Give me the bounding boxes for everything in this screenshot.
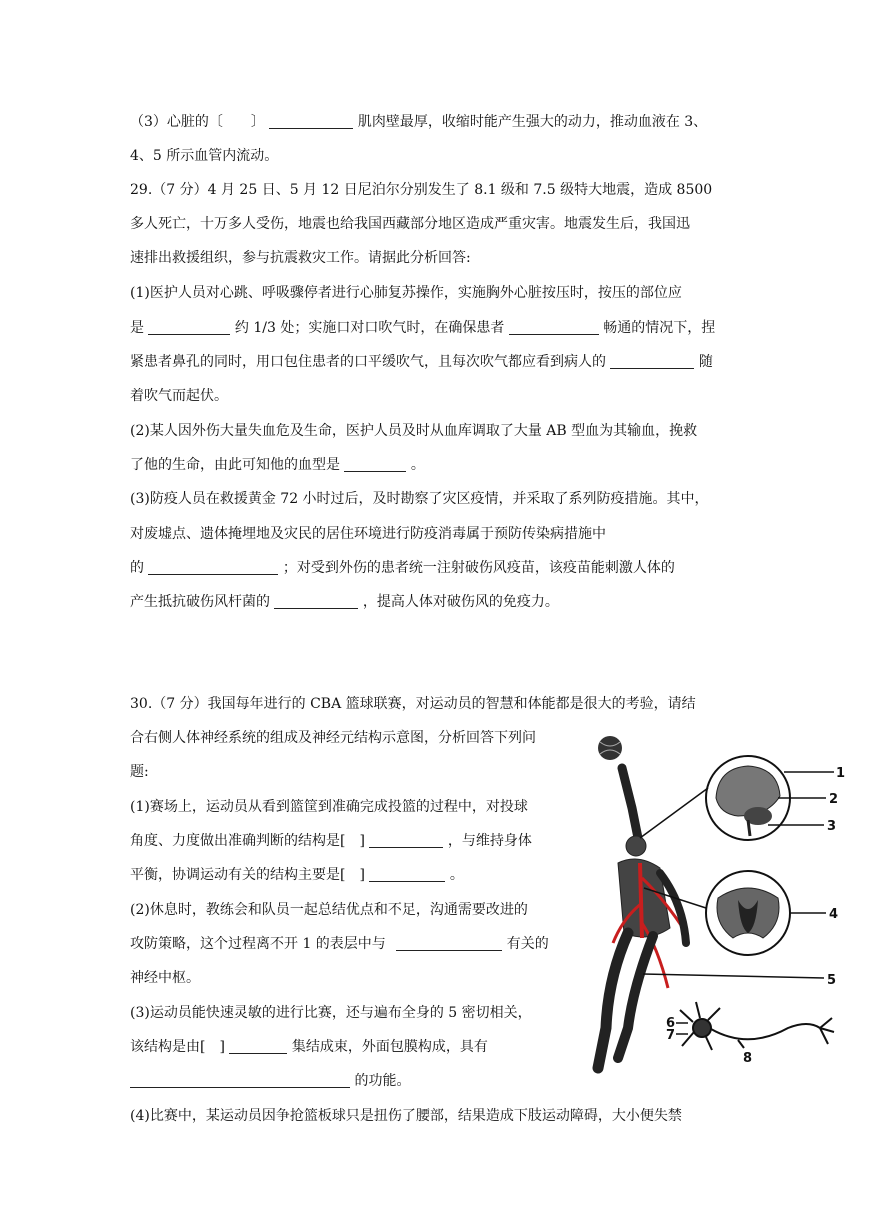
answer-blank[interactable] [509, 320, 599, 335]
q29-p3-line4 [130, 592, 559, 612]
q30-p3-line1: (3)运动员能快速灵敏的进行比赛，还与遍布全身的 5 密切相关， [130, 1005, 532, 1021]
q30-p1-line1: (1)赛场上，运动员从看到篮筐到准确完成投篮的过程中，对投球 [130, 799, 528, 815]
answer-blank[interactable] [369, 833, 443, 848]
label-8: 8 [743, 1051, 753, 1066]
q29-p3-line2: 对废墟点、遗体掩埋地及灾民的居住环境进行防疫消毒属于预防传染病措施中 [130, 526, 606, 542]
q29-stem-line2: 多人死亡，十万多人受伤，地震也给我国西藏部分地区造成严重灾害。地震发生后，我国迅 [130, 216, 690, 232]
text: 有关的 [506, 936, 549, 952]
label-7: 7 [666, 1028, 676, 1043]
q30-p3-line2 [130, 1037, 488, 1057]
q29-p3-line1: (3)防疫人员在救援黄金 72 小时过后，及时勘察了灾区疫情，并采取了系列防疫措施。其中， [130, 491, 709, 507]
neuron-diagram [680, 1002, 834, 1050]
answer-blank[interactable] [148, 560, 278, 575]
q30-stem-line3: 题: [130, 764, 149, 780]
text: 畅通的情况下，捏 [603, 320, 716, 336]
q28-3-line2: 4、5 所示血管内流动。 [130, 148, 279, 164]
q30-stem-line2: 合右侧人体神经系统的组成及神经元结构示意图，分析回答下列问 [130, 730, 536, 746]
answer-blank[interactable] [269, 114, 353, 129]
text: 随 [698, 354, 713, 370]
answer-blank[interactable] [396, 936, 502, 951]
text: 。 [410, 457, 425, 473]
q30-p1-line2 [130, 831, 532, 851]
text: ，提高人体对破伤风的免疫力。 [362, 594, 559, 610]
q29-stem-line1: 29.（7 分）4 月 25 日、5 月 12 日尼泊尔分别发生了 8.1 级和 7.5 级特大地震，造成 8500 [130, 182, 713, 198]
label-1: 1 [836, 766, 846, 781]
q29-p1-line1: (1)医护人员对心跳、呼吸骤停者进行心肺复苏操作，实施胸外心脏按压时，按压的部位应 [130, 285, 682, 301]
text: 的 [130, 560, 144, 576]
basketball-icon [598, 736, 622, 760]
q30-p4-line1: (4)比赛中，某运动员因争抢篮板球只是扭伤了腰部，结果造成下肢运动障碍，大小便失禁 [130, 1108, 682, 1124]
q29-p2-line1: (2)某人因外伤大量失血危及生命，医护人员及时从血库调取了大量 AB 型血为其输血，挽救 [130, 423, 698, 439]
q30-p1-line3 [130, 865, 464, 885]
label-2: 2 [829, 792, 839, 807]
text: 了他的生命，由此可知他的血型是 [130, 457, 340, 473]
label-5: 5 [827, 973, 837, 988]
answer-blank[interactable] [369, 867, 445, 882]
text: 肌肉壁最厚，收缩时能产生强大的动力，推动血液在 3、 [357, 114, 708, 130]
q29-p1-line3 [130, 352, 713, 372]
q30-p2-line1: (2)休息时，教练会和队员一起总结优点和不足，沟通需要改进的 [130, 902, 528, 918]
answer-blank[interactable] [610, 354, 694, 369]
text: 平衡，协调运动有关的结构主要是[ ] [130, 867, 365, 883]
label-3: 3 [827, 819, 837, 834]
q29-p2-line2 [130, 455, 425, 475]
text: 集结成束，外面包膜构成，具有 [291, 1039, 488, 1055]
answer-blank[interactable] [148, 320, 230, 335]
answer-blank[interactable] [274, 594, 358, 609]
q30-stem-line1: 30.（7 分）我国每年进行的 CBA 篮球联赛，对运动员的智慧和体能都是很大的考验，请结 [130, 696, 696, 712]
text: 攻防策略，这个过程离不开 1 的表层中与 [130, 936, 386, 952]
text: 该结构是由[ ] [130, 1039, 225, 1055]
text: 是 [130, 320, 144, 336]
text: ；对受到外伤的患者统一注射破伤风疫苗，该疫苗能刺激人体的 [282, 560, 675, 576]
q30-p3-line3 [130, 1071, 410, 1091]
text: ，与维持身体 [447, 833, 532, 849]
q30-p2-line2 [130, 934, 549, 954]
q29-p3-line3 [130, 558, 675, 578]
text: 的功能。 [354, 1073, 411, 1089]
q29-p1-line2 [130, 318, 715, 338]
answer-blank[interactable] [344, 457, 406, 472]
nervous-system-figure [588, 728, 848, 1078]
answer-blank[interactable] [229, 1039, 287, 1054]
brain-diagram [640, 756, 790, 840]
text: 。 [449, 867, 464, 883]
text: 角度、力度做出准确判断的结构是[ ] [130, 833, 365, 849]
text: 产生抵抗破伤风杆菌的 [130, 594, 270, 610]
q30-p2-line3: 神经中枢。 [130, 970, 200, 986]
text: 约 1/3 处；实施口对口吹气时，在确保患者 [234, 320, 505, 336]
q28-3-line1 [130, 112, 707, 132]
q29-stem-line3: 速排出救援组织，参与抗震救灾工作。请据此分析回答: [130, 250, 471, 266]
text: （3）心脏的〔 〕 [130, 114, 265, 130]
q29-p1-line4: 着吹气而起伏。 [130, 388, 228, 404]
text: 紧患者鼻孔的同时，用口包住患者的口平缓吹气，且每次吹气都应看到病人的 [130, 354, 606, 370]
label-6: 6 [666, 1016, 676, 1031]
answer-blank[interactable] [130, 1073, 350, 1088]
label-4: 4 [829, 907, 839, 922]
